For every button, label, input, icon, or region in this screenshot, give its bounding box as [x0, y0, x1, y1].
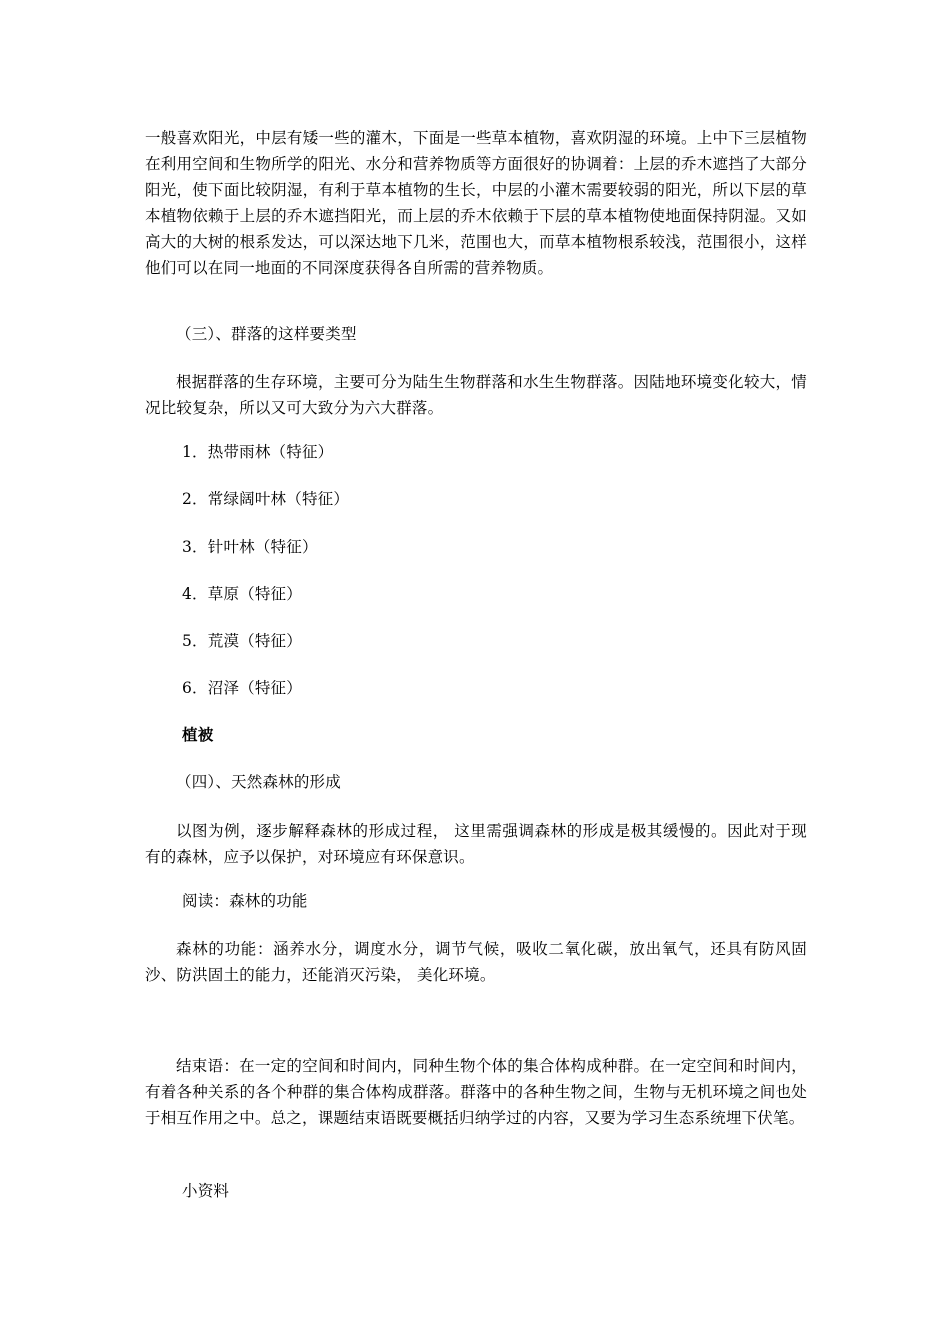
reading-title: 阅读：森林的功能 [182, 892, 308, 910]
list-item: 2．常绿阔叶林（特征） [182, 490, 350, 508]
paragraph-community-types: 根据群落的生存环境，主要可分为陆生生物群落和水生生物群落。因陆地环境变化较大，情况比较复杂，所以又可大致分为六大群落。 [145, 373, 807, 417]
list-item: 6．沼泽（特征） [182, 679, 302, 697]
list-item: 1．热带雨林（特征） [182, 443, 334, 461]
list-item: 4．草原（特征） [182, 585, 302, 603]
list-item: 3．针叶林（特征） [182, 538, 318, 556]
paragraph-conclusion: 结束语：在一定的空间和时间内，同种生物个体的集合体构成种群。在一定空间和时间内，有着各种关系的各个种群的集合体构成群落。群落中的各种生物之间，生物与无机环境之间也处于相互作用之中。总之，课题结束语既要概括归纳学过的内容，又要为学习生态系统埋下伏笔。 [145, 1057, 807, 1127]
paragraph-forest-functions: 森林的功能：涵养水分，调度水分，调节气候，吸收二氧化碳，放出氧气，还具有防风固沙、防洪固土的能力，还能消灭污染， 美化环境。 [145, 940, 807, 984]
small-info-label: 小资料 [182, 1182, 230, 1200]
section-heading-4: （四）、天然森林的形成 [176, 773, 341, 791]
paragraph-layers: 一般喜欢阳光，中层有矮一些的灌木，下面是一些草本植物，喜欢阴湿的环境。上中下三层植物在利用空间和生物所学的阳光、水分和营养物质等方面很好的协调着：上层的乔木遮挡了大部分阳光，使下面比较阴湿，有利于草本植物的生长，中层的小灌木需要较弱的阳光，所以下层的草本植物依赖于上层的乔木遮挡阳光，而上层的乔木依赖于下层的草本植物使地面保持阴湿。又如高大的大树的根系发达，可以深达地下几米，范围也大，而草本植物根系较浅，范围很小，这样他们可以在同一地面的不同深度获得各自所需的营养物质。 [145, 129, 807, 277]
vegetation-label: 植被 [182, 726, 214, 744]
section-heading-3: （三）、群落的这样要类型 [176, 325, 357, 343]
list-item: 5．荒漠（特征） [182, 632, 302, 650]
paragraph-forest-formation: 以图为例，逐步解释森林的形成过程， 这里需强调森林的形成是极其缓慢的。因此对于现有的森林，应予以保护，对环境应有环保意识。 [145, 822, 807, 866]
